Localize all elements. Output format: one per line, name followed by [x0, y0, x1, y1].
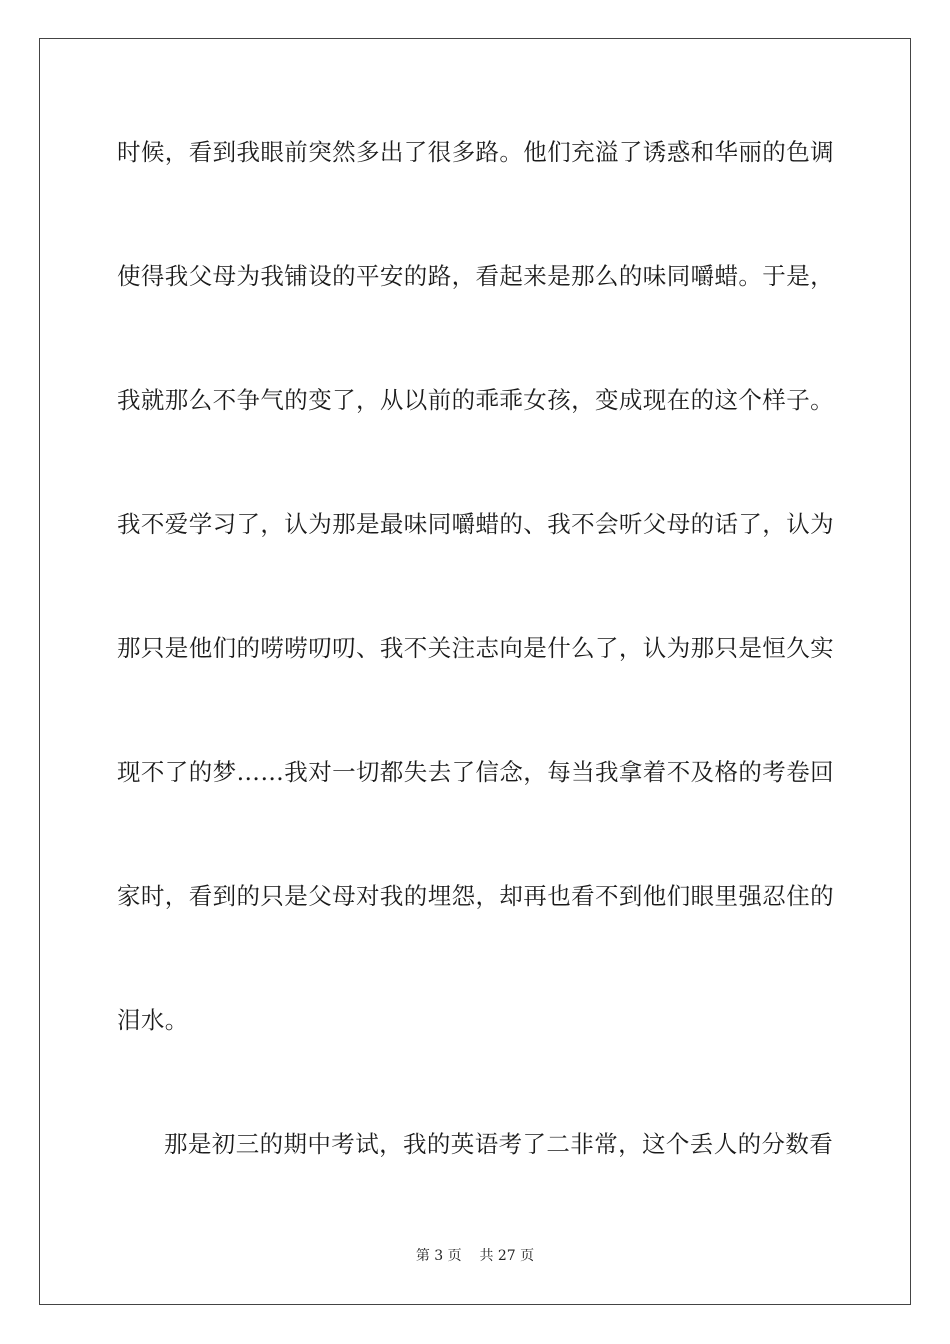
- paragraph-line-7: 家时，看到的只是父母对我的埋怨，却再也看不到他们眼里强忍住的: [117, 882, 834, 910]
- page-number: 第 3 页: [415, 1248, 462, 1264]
- paragraph-line-6: 现不了的梦……我对一切都失去了信念，每当我拿着不及格的考卷回: [117, 758, 834, 786]
- paragraph-line-9: 那是初三的期中考试，我的英语考了二非常，这个丢人的分数看: [164, 1130, 834, 1158]
- paragraph-line-8: 泪水。: [117, 1006, 189, 1034]
- paragraph-line-5: 那只是他们的唠唠叨叨、我不关注志向是什么了，认为那只是恒久实: [117, 634, 834, 662]
- page-total: 共 27 页: [479, 1248, 535, 1264]
- paragraph-line-1: 时候，看到我眼前突然多出了很多路。他们充溢了诱惑和华丽的色调: [117, 138, 834, 166]
- paragraph-line-4: 我不爱学习了，认为那是最味同嚼蜡的、我不会听父母的话了，认为: [117, 510, 834, 538]
- page-border: [39, 38, 911, 1305]
- paragraph-line-3: 我就那么不争气的变了，从以前的乖乖女孩，变成现在的这个样子。: [117, 386, 834, 414]
- paragraph-line-2: 使得我父母为我铺设的平安的路，看起来是那么的味同嚼蜡。于是，: [117, 262, 834, 290]
- page-footer: [0, 1247, 950, 1265]
